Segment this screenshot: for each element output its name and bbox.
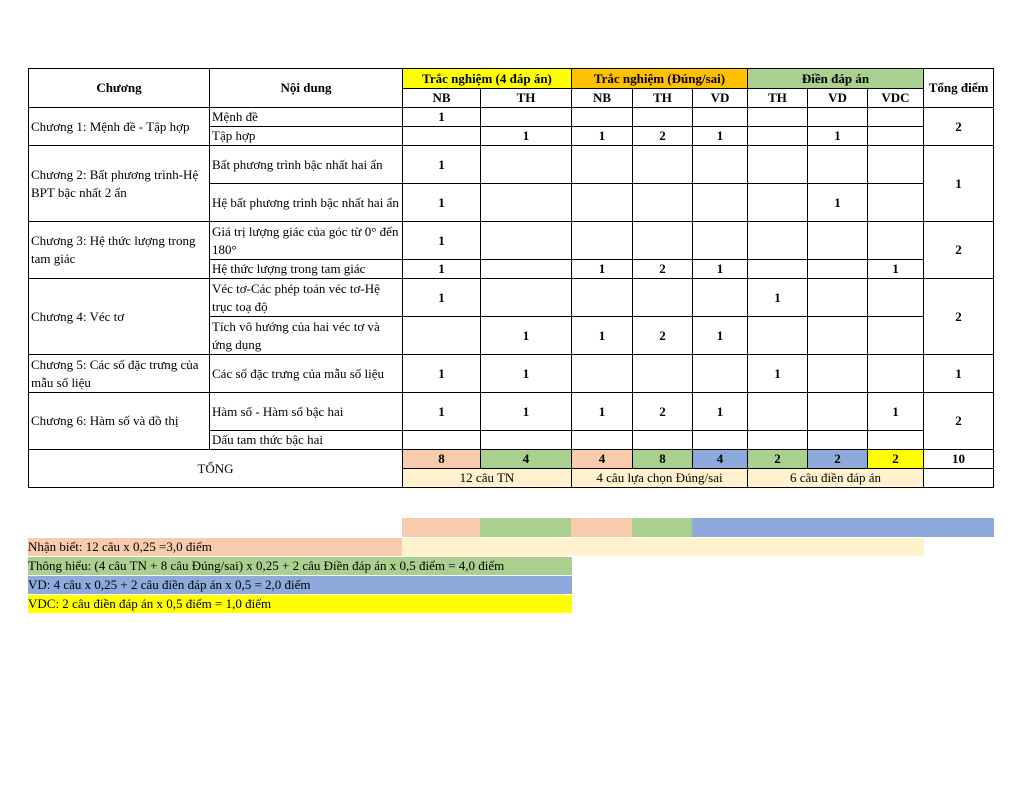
legend-swatch: [480, 518, 571, 537]
count-cell: [481, 279, 572, 317]
count-cell: [808, 355, 868, 393]
content-cell: Các số đặc trưng của mẫu số liệu: [210, 355, 403, 393]
count-cell: [808, 317, 868, 355]
count-cell: [572, 279, 633, 317]
subheader-th: TH: [633, 89, 693, 108]
count-cell: 1: [808, 127, 868, 146]
count-cell: 1: [403, 146, 481, 184]
count-cell: [481, 222, 572, 260]
count-cell: 1: [403, 108, 481, 127]
count-cell: 1: [481, 317, 572, 355]
count-cell: [633, 222, 693, 260]
total-value: 4: [481, 450, 572, 469]
count-cell: [748, 184, 808, 222]
count-cell: [808, 279, 868, 317]
count-cell: 1: [403, 355, 481, 393]
count-cell: 1: [693, 260, 748, 279]
summary-cell: 6 câu điền đáp án: [748, 469, 924, 488]
chapter-total: 1: [924, 146, 994, 222]
table-row: [29, 146, 994, 184]
header-group-dien: Điền đáp án: [748, 69, 924, 89]
count-cell: [748, 222, 808, 260]
content-cell: Hệ thức lượng trong tam giác: [210, 260, 403, 279]
count-cell: 1: [481, 393, 572, 431]
count-cell: 1: [403, 222, 481, 260]
count-cell: [403, 317, 481, 355]
total-value: 4: [693, 450, 748, 469]
count-cell: [748, 260, 808, 279]
chapter-total: 2: [924, 222, 994, 279]
subheader-th: TH: [748, 89, 808, 108]
count-cell: 1: [403, 260, 481, 279]
count-cell: [572, 355, 633, 393]
legend-swatch: [632, 518, 692, 537]
count-cell: [808, 222, 868, 260]
count-cell: [481, 108, 572, 127]
count-cell: 1: [693, 127, 748, 146]
content-cell: Mệnh đề: [210, 108, 403, 127]
content-cell: Tích vô hướng của hai véc tơ và ứng dụng: [210, 317, 403, 355]
count-cell: [748, 431, 808, 450]
summary-strip: [402, 538, 924, 556]
content-cell: Hệ bất phương trình bậc nhất hai ẩn: [210, 184, 403, 222]
chapter-total: 1: [924, 355, 994, 393]
table-row: [29, 108, 994, 127]
chapter-name: Chương 4: Véc tơ: [29, 279, 210, 355]
count-cell: 1: [572, 127, 633, 146]
count-cell: [693, 279, 748, 317]
count-cell: [572, 146, 633, 184]
header-chuong: Chương: [29, 69, 210, 108]
legend-swatch: [402, 518, 480, 537]
content-cell: Tập hợp: [210, 127, 403, 146]
chapter-total: 2: [924, 393, 994, 450]
total-value: 8: [403, 450, 481, 469]
count-cell: [748, 393, 808, 431]
chapter-name: Chương 6: Hàm số và đồ thị: [29, 393, 210, 450]
count-cell: 1: [808, 184, 868, 222]
count-cell: [481, 431, 572, 450]
score-note: VDC: 2 câu điền đáp án x 0,5 điểm = 1,0 điểm: [28, 595, 572, 613]
count-cell: [868, 317, 924, 355]
count-cell: [633, 108, 693, 127]
count-cell: [693, 146, 748, 184]
count-cell: [808, 393, 868, 431]
count-cell: 1: [403, 279, 481, 317]
count-cell: [868, 355, 924, 393]
count-cell: [633, 279, 693, 317]
count-cell: 2: [633, 393, 693, 431]
count-cell: [693, 108, 748, 127]
count-cell: 1: [481, 355, 572, 393]
chapter-name: Chương 1: Mệnh đề - Tập hợp: [29, 108, 210, 146]
table-row: [29, 355, 994, 393]
total-value: 2: [868, 450, 924, 469]
count-cell: [808, 260, 868, 279]
total-value: 8: [633, 450, 693, 469]
exam-matrix-table: [28, 68, 994, 488]
count-cell: [693, 431, 748, 450]
count-cell: [633, 146, 693, 184]
grand-total: 10: [924, 450, 994, 469]
content-cell: Giá trị lượng giác của góc từ 0° đến 180°: [210, 222, 403, 260]
count-cell: [808, 431, 868, 450]
count-cell: [748, 317, 808, 355]
count-cell: [868, 127, 924, 146]
count-cell: [572, 108, 633, 127]
count-cell: [693, 222, 748, 260]
header-group-dungsai: Trắc nghiệm (Đúng/sai): [572, 69, 748, 89]
content-cell: Bất phương trình bậc nhất hai ẩn: [210, 146, 403, 184]
table-row: [29, 393, 994, 431]
subheader-nb: NB: [572, 89, 633, 108]
count-cell: [633, 184, 693, 222]
chapter-name: Chương 2: Bất phương trình-Hệ BPT bậc nhất 2 ẩn: [29, 146, 210, 222]
score-note: Nhận biết: 12 câu x 0,25 =3,0 điểm: [28, 538, 402, 556]
count-cell: 1: [748, 355, 808, 393]
color-legend-bar: [402, 518, 994, 537]
count-cell: [808, 108, 868, 127]
chapter-total: 2: [924, 108, 994, 146]
summary-cell: 4 câu lựa chọn Đúng/sai: [572, 469, 748, 488]
header-tong-diem: Tổng điểm: [924, 69, 994, 108]
subheader-vd: VD: [693, 89, 748, 108]
count-cell: 1: [572, 393, 633, 431]
content-cell: Hàm số - Hàm số bậc hai: [210, 393, 403, 431]
count-cell: [693, 184, 748, 222]
count-cell: [868, 222, 924, 260]
header-noi-dung: Nội dung: [210, 69, 403, 108]
table-row: [29, 222, 994, 260]
count-cell: [481, 260, 572, 279]
content-cell: Dấu tam thức bậc hai: [210, 431, 403, 450]
count-cell: [868, 184, 924, 222]
total-value: 2: [808, 450, 868, 469]
total-value: 2: [748, 450, 808, 469]
count-cell: 1: [403, 184, 481, 222]
count-cell: 1: [481, 127, 572, 146]
count-cell: 2: [633, 127, 693, 146]
legend-swatch: [571, 518, 632, 537]
count-cell: [633, 431, 693, 450]
count-cell: [572, 184, 633, 222]
count-cell: [748, 146, 808, 184]
count-cell: [868, 146, 924, 184]
chapter-total: 2: [924, 279, 994, 355]
count-cell: [748, 108, 808, 127]
count-cell: 1: [693, 317, 748, 355]
content-cell: Véc tơ-Các phép toán véc tơ-Hệ trục toạ độ: [210, 279, 403, 317]
count-cell: [808, 146, 868, 184]
count-cell: 1: [572, 260, 633, 279]
header-group-tn4: Trắc nghiệm (4 đáp án): [403, 69, 572, 89]
count-cell: [403, 431, 481, 450]
count-cell: 1: [868, 260, 924, 279]
count-cell: 1: [868, 393, 924, 431]
count-cell: 2: [633, 260, 693, 279]
subheader-vd: VD: [808, 89, 868, 108]
subheader-vdc: VDC: [868, 89, 924, 108]
empty-cell: [924, 469, 994, 488]
subheader-th: TH: [481, 89, 572, 108]
count-cell: [693, 355, 748, 393]
score-note: VD: 4 câu x 0,25 + 2 câu điền đáp án x 0,5 = 2,0 điểm: [28, 576, 572, 594]
count-cell: [868, 431, 924, 450]
count-cell: 1: [693, 393, 748, 431]
count-cell: [572, 431, 633, 450]
chapter-name: Chương 3: Hệ thức lượng trong tam giác: [29, 222, 210, 279]
count-cell: [572, 222, 633, 260]
count-cell: 1: [572, 317, 633, 355]
count-cell: [868, 108, 924, 127]
legend-swatch: [692, 518, 994, 537]
count-cell: [403, 127, 481, 146]
score-note: Thông hiểu: (4 câu TN + 8 câu Đúng/sai) x 0,25 + 2 câu Điền đáp án x 0,5 điểm = 4,0 điểm: [28, 557, 572, 575]
count-cell: 1: [403, 393, 481, 431]
summary-cell: 12 câu TN: [403, 469, 572, 488]
total-value: 4: [572, 450, 633, 469]
count-cell: [868, 279, 924, 317]
subheader-nb: NB: [403, 89, 481, 108]
count-cell: 2: [633, 317, 693, 355]
table-row: [29, 279, 994, 317]
count-cell: 1: [748, 279, 808, 317]
chapter-name: Chương 5: Các số đặc trưng của mẫu số liệu: [29, 355, 210, 393]
count-cell: [481, 146, 572, 184]
count-cell: [633, 355, 693, 393]
total-label: TỔNG: [29, 450, 403, 488]
count-cell: [748, 127, 808, 146]
count-cell: [481, 184, 572, 222]
